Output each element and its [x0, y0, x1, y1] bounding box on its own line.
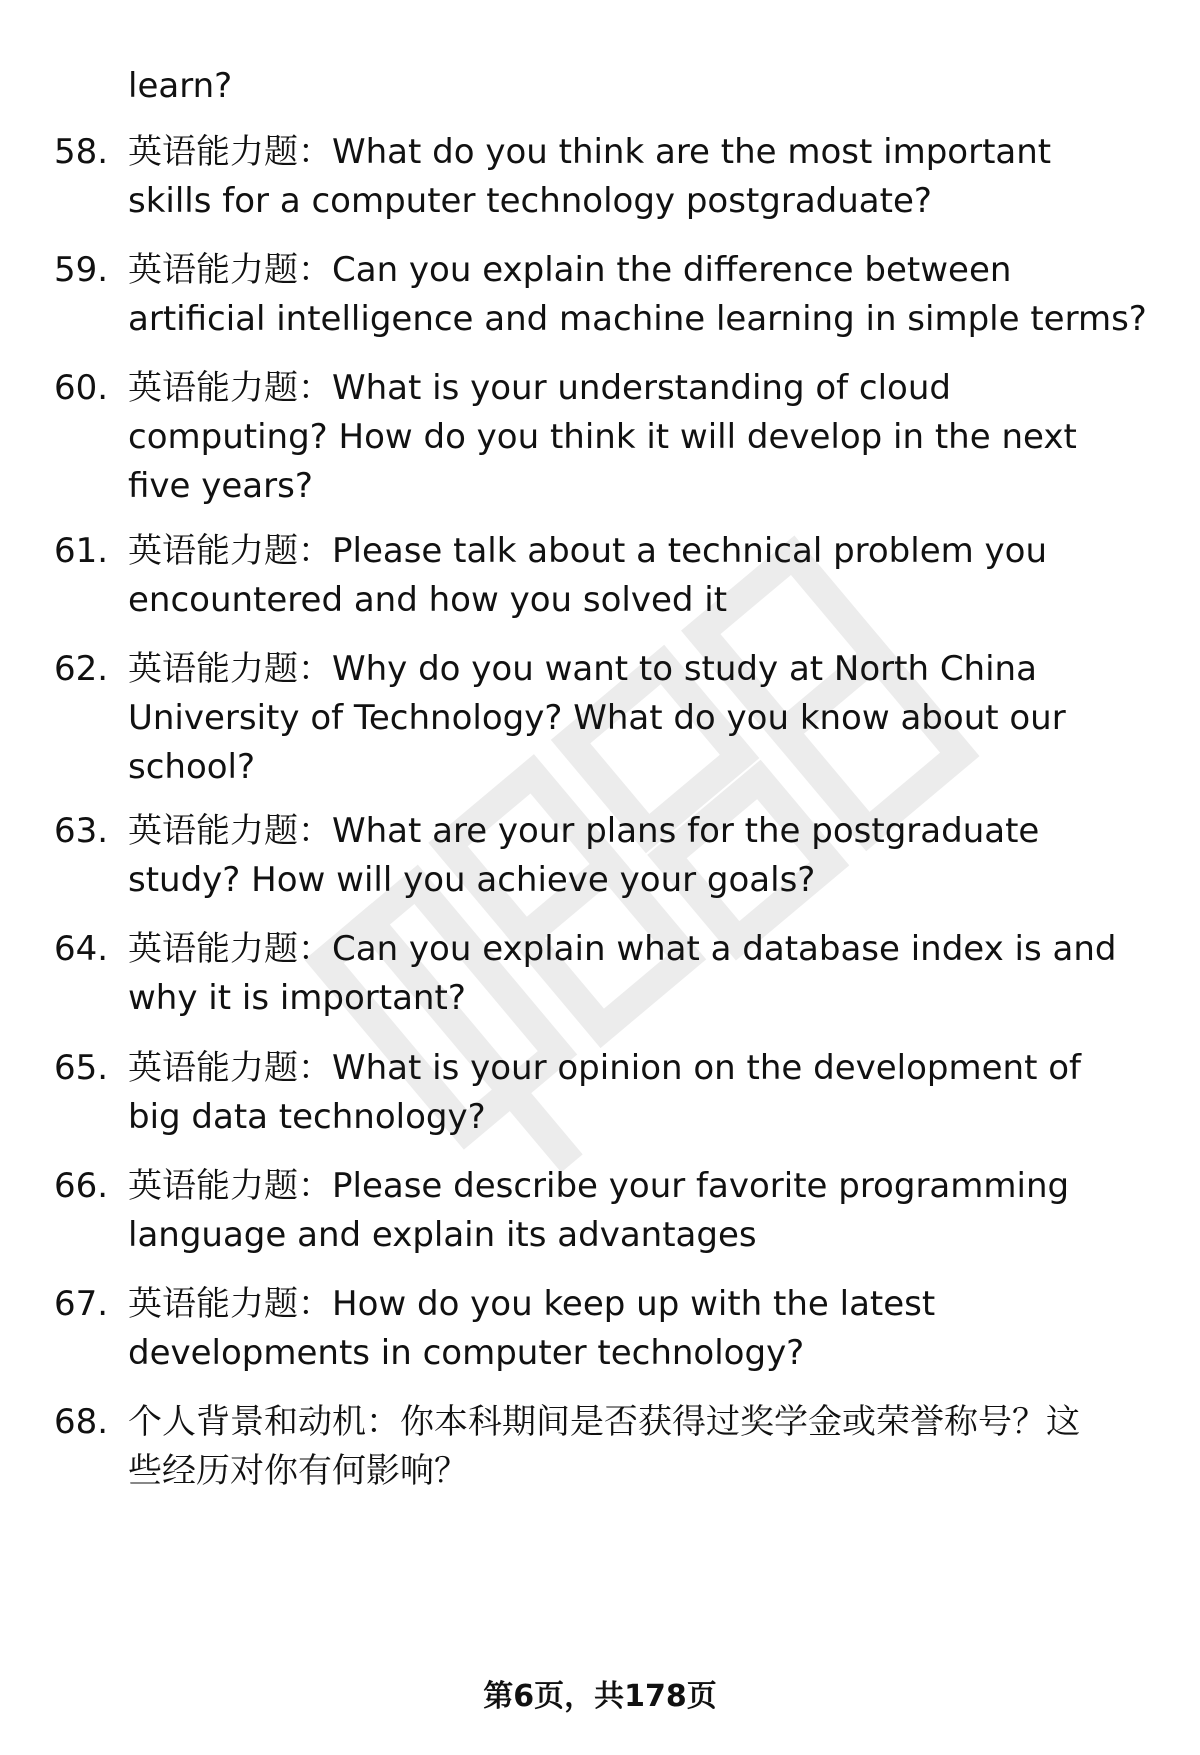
item-line: 英语能力题：What is your understanding of cloud	[128, 368, 951, 408]
item-text	[128, 1044, 1178, 1142]
item-line: study? How will you achieve your goals?	[128, 860, 816, 900]
item-number: 60.	[54, 368, 109, 408]
item-line: encountered and how you solved it	[128, 580, 728, 620]
item-text	[128, 645, 1178, 792]
item-line: 英语能力题：Why do you want to study at North China	[128, 649, 1037, 689]
item-number: 63.	[54, 811, 109, 851]
item-line: 英语能力题：Can you explain what a database index is and	[128, 929, 1117, 969]
item-text	[128, 128, 1178, 226]
item-number: 59.	[54, 250, 109, 290]
item-line: 些经历对你有何影响？	[128, 1451, 468, 1491]
item-text	[128, 364, 1178, 511]
item-line: 英语能力题：What are your plans for the postgraduate	[128, 811, 1040, 851]
item-text	[128, 527, 1178, 625]
item-number: 62.	[54, 649, 109, 689]
item-number: 67.	[54, 1284, 109, 1324]
item-line: five years?	[128, 466, 313, 506]
item-text	[128, 925, 1178, 1023]
item-line: developments in computer technology?	[128, 1333, 805, 1373]
item-number: 58.	[54, 132, 109, 172]
item-line: 英语能力题：Can you explain the difference between	[128, 250, 1012, 290]
page-footer: 第6页，共178页	[483, 1679, 717, 1714]
item-number: 65.	[54, 1048, 109, 1088]
item-text	[128, 807, 1178, 905]
item-line: 个人背景和动机：你本科期间是否获得过奖学金或荣誉称号？这	[128, 1402, 1080, 1442]
item-line: why it is important?	[128, 978, 466, 1018]
item-text	[128, 246, 1178, 344]
item-line: language and explain its advantages	[128, 1215, 757, 1255]
item-text	[128, 1398, 1178, 1496]
item-number: 64.	[54, 929, 109, 969]
item-number: 66.	[54, 1166, 109, 1206]
item-line: 英语能力题：What is your opinion on the development of	[128, 1048, 1081, 1088]
item-line: school?	[128, 747, 256, 787]
item-number: 61.	[54, 531, 109, 571]
item-line: artificial intelligence and machine learning in simple terms?	[128, 299, 1147, 339]
item-line: 英语能力题：How do you keep up with the latest	[128, 1284, 936, 1324]
item-text	[128, 1162, 1178, 1260]
carryover-text: learn?	[128, 66, 233, 106]
item-line: 英语能力题：What do you think are the most important	[128, 132, 1052, 172]
item-line: skills for a computer technology postgraduate?	[128, 181, 932, 221]
item-line: big data technology?	[128, 1097, 486, 1137]
item-line: University of Technology? What do you know about our	[128, 698, 1066, 738]
item-number: 68.	[54, 1402, 109, 1442]
item-text	[128, 1280, 1178, 1378]
item-line: computing? How do you think it will develop in the next	[128, 417, 1077, 457]
item-line: 英语能力题：Please describe your favorite programming	[128, 1166, 1070, 1206]
item-line: 英语能力题：Please talk about a technical problem you	[128, 531, 1048, 571]
